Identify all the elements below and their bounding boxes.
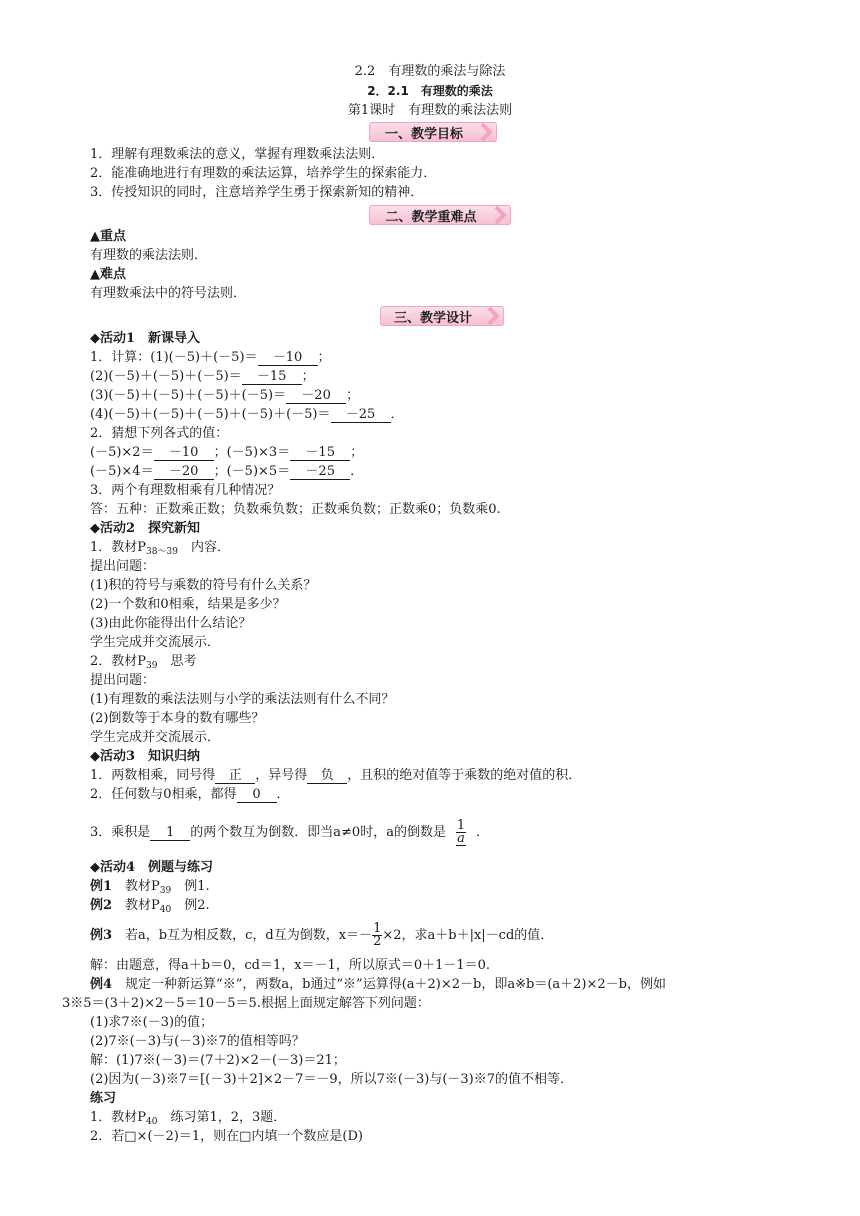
example-text: 教材P	[112, 879, 160, 894]
practice-item-2: 2．若□×(－2)＝1，则在□内填一个数应是(D)	[90, 1129, 363, 1144]
example-text: 例1.	[171, 879, 210, 894]
ask-label: 提出问题：	[90, 559, 156, 574]
answer-blank: 负	[307, 769, 347, 784]
banner-key-points	[369, 205, 511, 225]
page-range: 38～39	[146, 547, 178, 557]
reciprocal-fraction	[446, 817, 476, 846]
guess-prompt: 2．猜想下列各式的值：	[90, 426, 229, 441]
question-text: (3)(－5)＋(－5)＋(－5)＋(－5)＝	[90, 388, 287, 403]
rule-text: ．	[475, 825, 489, 840]
banner-label: 一、教学目标	[384, 127, 463, 142]
answer-blank: －25	[331, 408, 391, 423]
fraction-denominator: 2	[373, 934, 382, 949]
chevron-right-icon	[479, 122, 495, 142]
example-label: 例1	[90, 879, 113, 894]
practice-text: 1．教材P	[90, 1110, 147, 1125]
answer-blank: －10	[258, 351, 318, 366]
answer-blank: －20	[286, 389, 346, 404]
answer-blank: －15	[242, 370, 302, 385]
answer-blank: －20	[154, 465, 214, 480]
rule-2	[90, 786, 290, 804]
lesson-title: 第1课时 有理数的乘法法则	[347, 103, 513, 118]
page-number: 39	[159, 886, 172, 896]
focus-text: 有理数的乘法法则．	[90, 248, 208, 263]
rule-text: ，异号得	[255, 768, 308, 783]
example-label: 例2	[90, 898, 113, 913]
activity-4-title: ◆活动4 例题与练习	[90, 860, 214, 875]
practice-text: 练习第1，2，3题．	[157, 1110, 287, 1125]
section-title: 2.2 有理数的乘法与除法	[354, 64, 506, 79]
example-text: 若a，b互为相反数，c，d互为倒数，x＝－	[112, 928, 373, 943]
fraction-denominator: a	[457, 830, 465, 846]
question-text: (4)(－5)＋(－5)＋(－5)＋(－5)＋(－5)＝	[90, 407, 331, 422]
question-text: (2)(－5)＋(－5)＋(－5)＝	[90, 369, 242, 384]
chevron-right-icon	[493, 205, 509, 225]
guess-line-2: (－5)×4＝ －20 ；(－5)×5＝ －25 ．	[90, 464, 364, 479]
fraction-numerator: 1	[456, 817, 466, 833]
goal-item: 3．传授知识的同时，注意培养学生勇于探索新知的精神．	[90, 185, 424, 200]
rule-text: 2．任何数与0相乘，都得	[90, 787, 237, 802]
cases-answer: 答：五种：正数乘正数；负数乘负数；正数乘负数；正数乘0；负数乘0.	[90, 502, 501, 517]
rule-3	[90, 813, 489, 853]
example-text: 例2.	[171, 898, 210, 913]
example-text: 规定一种新运算“※”，两数a，b通过“※”运算得(a＋2)×2－b，即a※b＝(a＋2)×2－b，例如	[112, 977, 666, 992]
difficulty-heading: ▲难点	[90, 267, 126, 282]
calc-line-1: 1．计算：(1)(－5)＋(－5)＝ －10 ；	[90, 350, 331, 365]
finish-note: 学生完成并交流展示．	[90, 730, 221, 745]
example-4	[90, 976, 666, 994]
ref-text: 内容．	[177, 540, 230, 555]
calc-line-3: (3)(－5)＋(－5)＋(－5)＋(－5)＝ －20 ；	[90, 388, 360, 403]
activity-3-title: ◆活动3 知识归纳	[90, 749, 201, 764]
cases-question: 3．两个有理数相乘有几种情况？	[90, 483, 281, 498]
calc-line-4: (4)(－5)＋(－5)＋(－5)＋(－5)＋(－5)＝ －25 ．	[90, 407, 404, 422]
question-item: (2)一个数和0相乘，结果是多少？	[90, 597, 286, 612]
example-2	[90, 897, 210, 919]
rule-text: 3．乘积是	[90, 825, 151, 840]
banner-label: 二、教学重难点	[385, 210, 477, 225]
example-3-solution: 解：由题意，得a＋b＝0，cd＝1，x＝－1，所以原式＝0＋1－1＝0.	[90, 958, 491, 973]
activity-2-title: ◆活动2 探究新知	[90, 521, 201, 536]
answer-blank: 正	[215, 769, 255, 784]
goal-item: 2．能准确地进行有理数的乘法运算，培养学生的探索能力．	[90, 166, 437, 181]
question-item: (2)倒数等于本身的数有哪些？	[90, 711, 265, 726]
answer-blank: －15	[290, 446, 350, 461]
page-number: 39	[146, 661, 158, 671]
rule-1	[90, 767, 581, 785]
example-4-continued: 3※5＝(3＋2)×2－5＝10－5＝5.根据上面规定解答下列问题：	[62, 996, 430, 1011]
rule-text: ，且积的绝对值等于乘数的绝对值的积．	[347, 768, 582, 783]
focus-heading: ▲重点	[90, 229, 126, 244]
solution-line: 解：(1)7※(－3)＝(7＋2)×2－(－3)＝21；	[90, 1053, 346, 1068]
question-text: (－5)×2＝	[90, 445, 154, 460]
activity-1-title: ◆活动1 新课导入	[90, 331, 201, 346]
ref-text: 思考	[157, 654, 197, 669]
question-item: (1)求7※(－3)的值；	[90, 1015, 214, 1030]
example-3	[90, 918, 553, 954]
example-text: 教材P	[112, 898, 160, 913]
ref-text: 2．教材P	[90, 654, 147, 669]
answer-blank: 0	[237, 788, 277, 803]
ask-label: 提出问题：	[90, 673, 156, 688]
subsection-title: 2．2.1 有理数的乘法	[367, 84, 493, 98]
answer-blank: 1	[150, 826, 190, 841]
rule-text: 1．两数相乘，同号得	[90, 768, 216, 783]
guess-line-1: (－5)×2＝ －10 ；(－5)×3＝ －15 ；	[90, 445, 364, 460]
page-number: 40	[146, 1117, 158, 1127]
ref-text: 1．教材P	[90, 540, 147, 555]
rule-text: 的两个数互为倒数．即当a≠0时，a的倒数是	[190, 825, 446, 840]
page-number: 40	[159, 905, 172, 915]
question-item: (1)积的符号与乘数的符号有什么关系？	[90, 578, 317, 593]
example-label: 例3	[90, 928, 113, 943]
solution-line: (2)因为(－3)※7＝[(－3)＋2]×2－7＝－9，所以7※(－3)与(－3)※7的值不相等．	[90, 1072, 574, 1087]
question-text: (－5)×4＝	[90, 464, 154, 479]
answer-blank: －25	[290, 465, 350, 480]
calc-line-2: (2)(－5)＋(－5)＋(－5)＝ －15 ；	[90, 369, 315, 384]
question-text: (－5)×5＝	[226, 464, 291, 479]
banner-teaching-design	[380, 306, 504, 326]
rule-text: ．	[276, 787, 290, 802]
question-text: (－5)×3＝	[226, 445, 291, 460]
banner-label: 三、教学设计	[393, 311, 472, 326]
example-text: ×2，求a＋b＋|x|－cd的值．	[382, 928, 554, 943]
question-item: (3)由此你能得出什么结论？	[90, 616, 252, 631]
difficulty-text: 有理数乘法中的符号法则．	[90, 286, 247, 301]
example-label: 例4	[90, 977, 113, 992]
chevron-right-icon	[486, 306, 502, 326]
question-item: (2)7※(－3)与(－3)※7的值相等吗？	[90, 1034, 305, 1049]
fraction-numerator: 1	[373, 921, 382, 936]
question-text: 1．计算：(1)(－5)＋(－5)＝	[90, 350, 258, 365]
banner-teaching-goals	[369, 122, 497, 142]
answer-blank: －10	[154, 446, 214, 461]
question-item: (1)有理数的乘法法则与小学的乘法法则有什么不同？	[90, 692, 395, 707]
finish-note: 学生完成并交流展示．	[90, 635, 221, 650]
practice-title: 练习	[90, 1091, 117, 1106]
goal-item: 1．理解有理数乘法的意义，掌握有理数乘法法则．	[90, 147, 385, 162]
